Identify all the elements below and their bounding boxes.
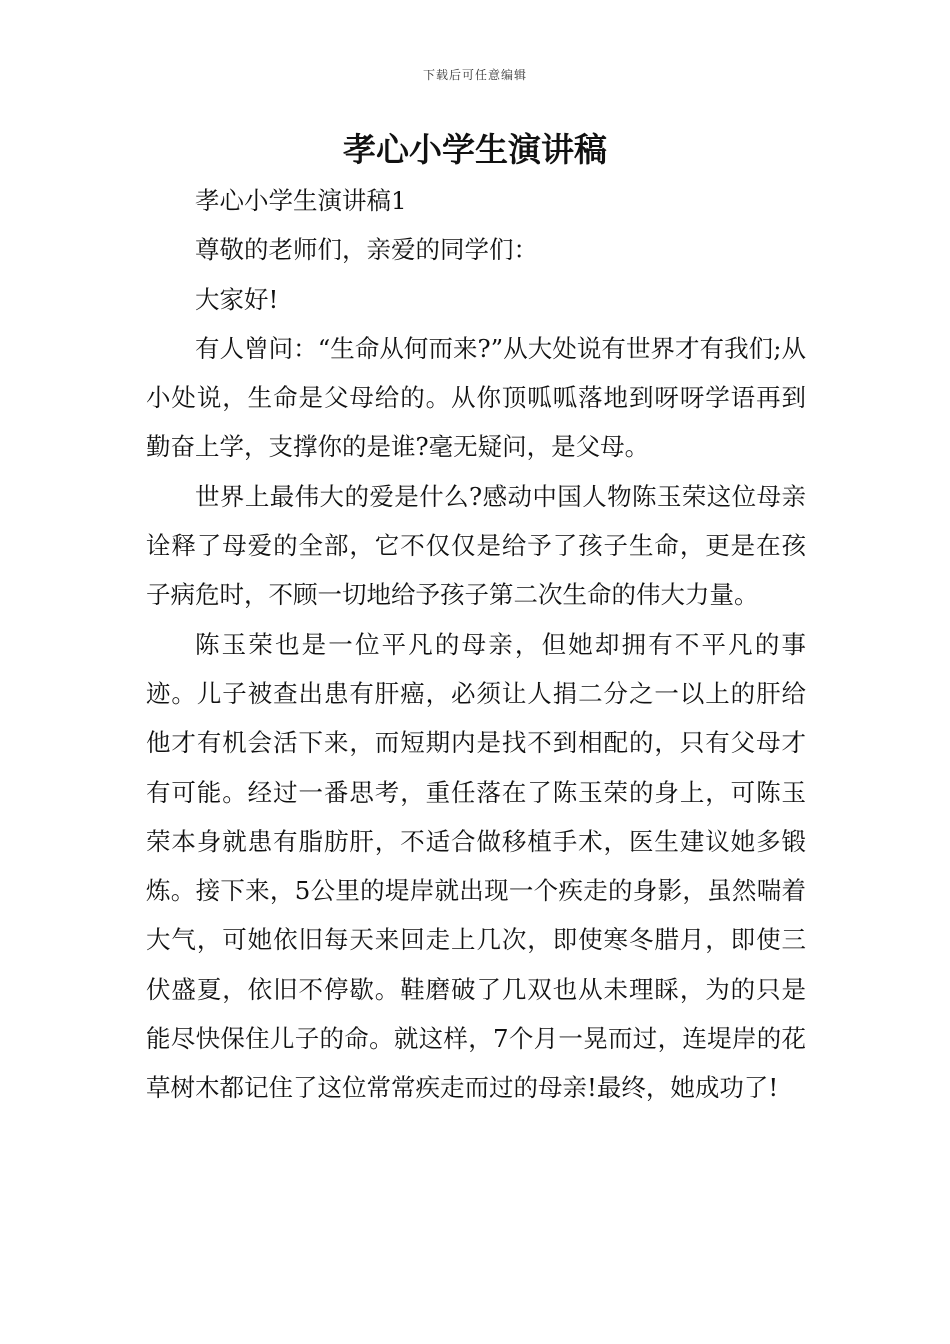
paragraph-greeting: 大家好! (195, 284, 279, 314)
document-title: 孝心小学生演讲稿 (343, 130, 607, 169)
paragraph-salutation: 尊敬的老师们，亲爱的同学们： (195, 235, 538, 265)
paragraph-body: 有人曾问：“生命从何而来?”从大处说有世界才有我们;从小处说，生命是父母给的。从你顶呱呱落地到呀呀学语再到勤奋上学，支撑你的是谁?毫无疑问，是父母。 (146, 333, 806, 462)
paragraph-body: 陈玉荣也是一位平凡的母亲，但她却拥有不平凡的事迹。儿子被查出患有肝癌，必须让人捐二分之一以上的肝给他才有机会活下来，而短期内是找不到相配的，只有父母才有可能。经过一番思考，重任落在了陈玉荣的身上，可陈玉荣本身就患有脂肪肝，不适合做移植手术，医生建议她多锻炼。接下来，5公里的堤岸就出现一个疾走的身影，虽然喘着大气，可她依旧每天来回走上几次，即使寒冬腊月，即使三伏盛夏，依旧不停歇。鞋磨破了几双也从未理睬，为的只是能尽快保住儿子的命。就这样，7个月一晃而过，连堤岸的花草树木都记住了这位常常疾走而过的母亲!最终，她成功了! (146, 629, 806, 1103)
header-note: 下载后可任意编辑 (422, 68, 527, 82)
paragraph-subtitle: 孝心小学生演讲稿1 (195, 186, 407, 215)
document-body (146, 176, 806, 1113)
paragraph-body: 世界上最伟大的爱是什么?感动中国人物陈玉荣这位母亲诠释了母爱的全部，它不仅仅是给予了孩子生命，更是在孩子病危时，不顾一切地给予孩子第二次生命的伟大力量。 (146, 481, 806, 610)
